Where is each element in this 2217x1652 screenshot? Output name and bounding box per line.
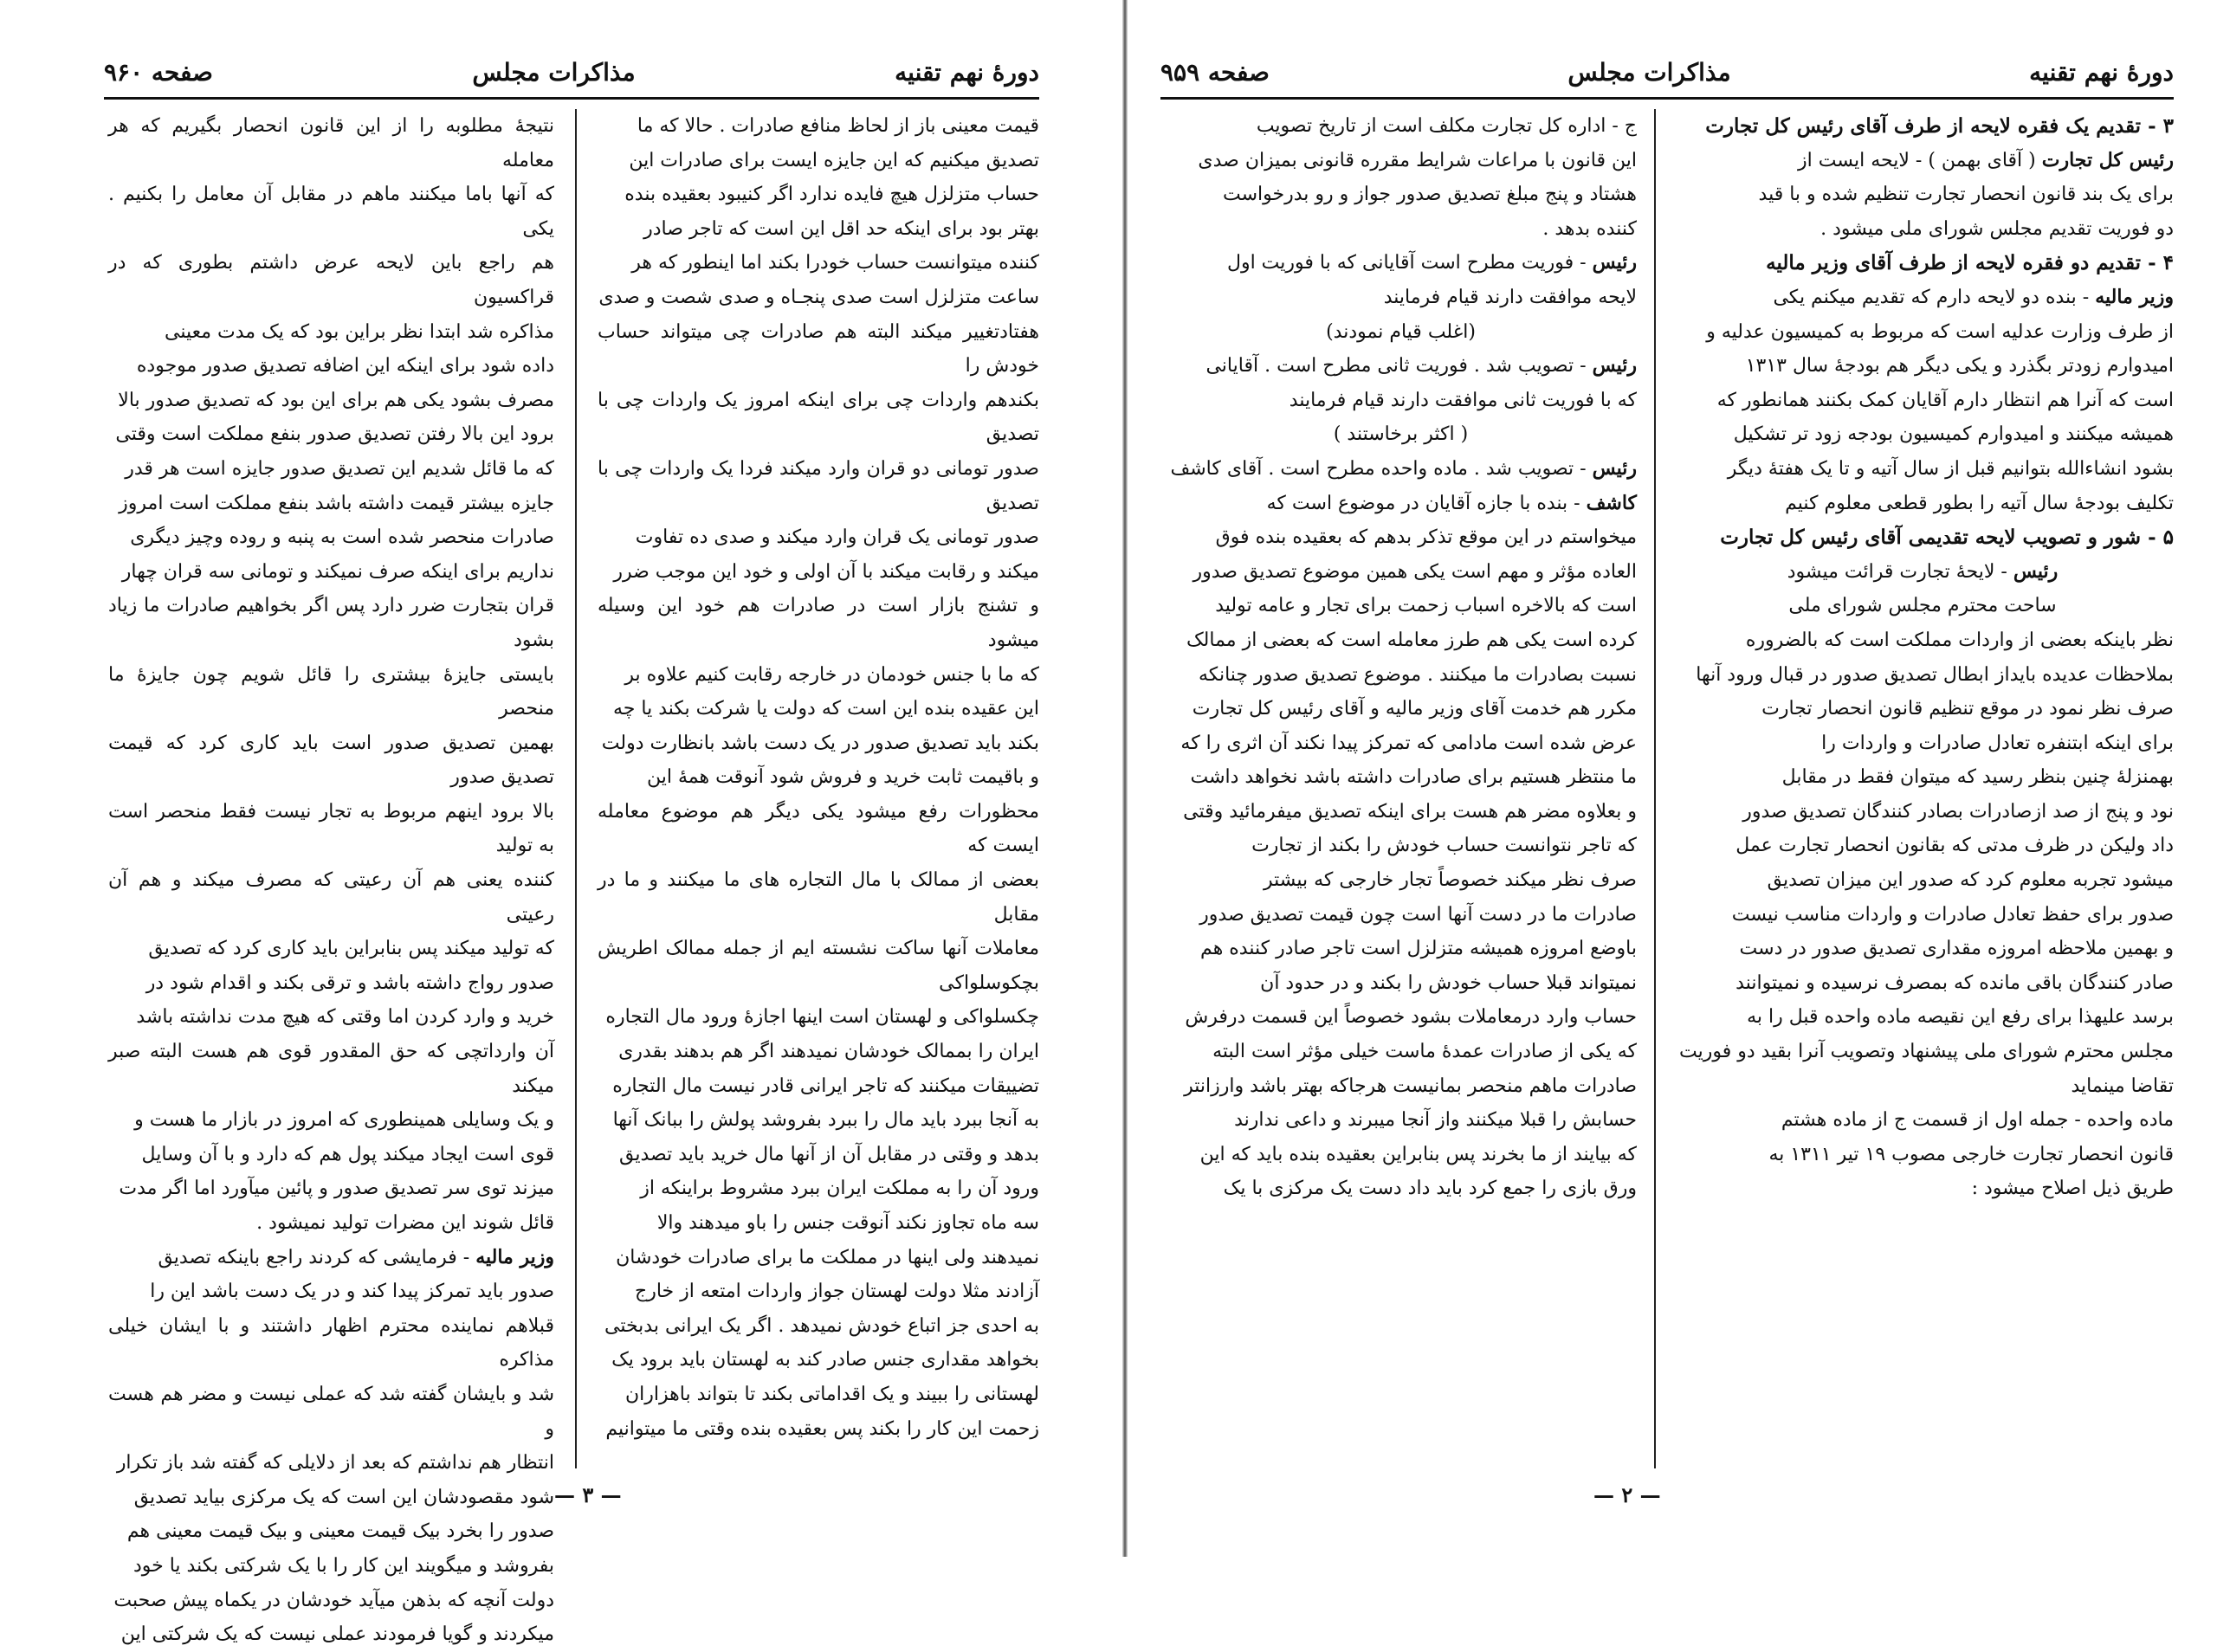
text-line: حساب متزلزل هیچ فایده ندارد اگر کنیبود بعقیده بنده (624, 184, 1039, 206)
text-line: به احدی جز اتباع خودش نمیدهد . اگر یک ایرانی بدبختی (604, 1314, 1039, 1337)
text-line: صادرات ما در دست آنها است چون قیمت تصدیق صدور (1199, 903, 1637, 926)
text-line: تصدیق میکنیم که این جایزه ایست برای صادرات این (629, 149, 1039, 171)
text-line: آزادند مثلا دولت لهستان جواز واردات امتعه از خارج (635, 1281, 1039, 1303)
text-line: عرض شده است مادامی که تمرکز پیدا نکند آن اثری را که (1180, 732, 1637, 754)
text-line: از طرف وزارت عدلیه است که مربوط به کمیسیون عدلیه و (1706, 320, 2174, 343)
text-line: بهتر بود برای اینکه حد اقل این است که تاجر صادر (643, 217, 1039, 240)
text-line: ( اکثر برخاستند ) (1333, 423, 1469, 446)
text-line: نتیجهٔ مطلوبه را از این قانون انحصار بگیریم که هر معامله (108, 115, 554, 171)
text-line: قران بتجارت ضرر دارد پس اگر بخواهیم صادرات ما زیاد بشود (108, 595, 554, 651)
text-line: تقاضا مینماید (2071, 1074, 2174, 1097)
text-line: خرید و وارد کردن اما وقتی که هیچ مدت نداشته باشد (136, 1006, 554, 1029)
text-line: که یکی از صادرات عمدهٔ ماست خیلی مؤثر است البته (1212, 1041, 1637, 1063)
text-line: مذاکره شد ابتدا نظر براین بود که یک مدت معینی (164, 320, 554, 343)
section-heading: ۳ - تقدیم یک فقره لایحه از طرف آقای رئیس کل تجارت (1705, 114, 2174, 138)
text-line: بملاحظات عدیده بایداز ابطال تصدیق صدور در قبال ورود آنها (1696, 663, 2174, 686)
left-page-right-column (598, 109, 1039, 1446)
text-line: نظر باینکه بعضی از واردات مملکت است که بالضروره (1745, 629, 2174, 651)
text-line: دو فوریت تقدیم مجلس شورای ملی میشود . (1820, 217, 2174, 240)
right-page-footer-number: — ۲ — (1593, 1482, 1661, 1507)
text-line: میکردند و گویا فرمودند عملی نیست که یک شرکتی این (120, 1623, 554, 1646)
text-line: برای یک بند قانون انحصار تجارت تنظیم شده و با قید (1758, 184, 2174, 206)
right-page-header (1160, 50, 2174, 94)
text-line: بدهد و وقتی در مقابل آن از آنها مال خرید باید تصدیق (619, 1143, 1039, 1165)
left-page-left-column (108, 109, 554, 1652)
speaker-name: وزیر مالیه (2095, 285, 2174, 308)
text-line: و باقیمت ثابت خرید و فروش شود آنوقت همهٔ این (647, 766, 1039, 789)
text-line: بخواهد مقداری جنس صادر کند به لهستان باید برود یک (611, 1349, 1039, 1371)
speaker-name: وزیر مالیه (475, 1245, 554, 1268)
text-line: وزیر مالیه - بنده دو لایحه دارم که تقدیم میکنم یکی (1773, 285, 2174, 308)
text-line: سه ماه تجاوز نکند آنوقت جنس را باو میدهند والا (656, 1212, 1039, 1234)
text-line: نمیتواند قبلا حساب خودش را بکند و در حدود آن (1260, 971, 1637, 994)
text-line: تضییقات میکنند که تاجر ایرانی قادر نیست مال التجاره (612, 1074, 1039, 1097)
text-line: (اغلب قیام نمودند) (1326, 320, 1476, 343)
text-line: ورود آن را به مملکت ایران ببرد مشروط براینکه از (640, 1178, 1039, 1200)
text-line: صدور را بخرد بیک قیمت معینی و بیک قیمت معینی هم (126, 1520, 554, 1543)
text-line: مجلس محترم شورای ملی پیشنهاد وتصویب آنرا بقید دو فوریت (1679, 1041, 2174, 1063)
text-line: قائل شوند این مضرات تولید نمیشود . (256, 1212, 554, 1234)
section-heading: ۴ - تقدیم دو فقره لایحه از طرف آقای وزیر مالیه (1766, 251, 2174, 275)
text-line: باوضع امروزه همیشه متزلزل است تاجر صادر کننده هم (1200, 938, 1637, 960)
text-line: رئیس کل تجارت ( آقای بهمن ) - لایحه ایست از (1798, 148, 2174, 171)
text-line: کننده بدهد . (1542, 217, 1637, 240)
text-line: صادرات ماهم منحصر بمانیست هرجاکه بهتر باشد وارزانتر (1184, 1074, 1637, 1097)
text-line: که آنها باما میکنند ماهم در مقابل آن معامل را بکنیم . یکی (108, 184, 554, 240)
text-line: امیدوارم زودتر بگذرد و یکی دیگر هم بودجهٔ سال ۱۳۱۳ (1745, 355, 2174, 378)
text-line: لایحه موافقت دارند قیام فرمایند (1383, 286, 1637, 308)
left-page-column-divider (575, 109, 577, 1468)
text-line: قانون انحصار تجارت خارجی مصوب ۱۹ تیر ۱۳۱۱ به (1768, 1143, 2174, 1165)
text-line: که تاجر نتوانست حساب خودش را بکند از تجارت (1251, 835, 1637, 857)
text-line: و یک وسایلی همینطوری که امروز در بازار ما هست و (134, 1109, 554, 1132)
text-line: که ما با جنس خودمان در خارجه رقابت کنیم علاوه بر (624, 663, 1039, 686)
text-line: نمیدهند ولی اینها در مملکت ما برای صادرات خودشان (616, 1246, 1039, 1268)
text-line: بشود انشاءالله بتوانیم قبل از سال آتیه و تا یک هفتهٔ دیگر (1727, 457, 2174, 480)
text-line: قبلاهم نماینده محترم اظهار داشتند و با ایشان خیلی مذاکره (108, 1314, 554, 1371)
text-line: شد و بایشان گفته شد که عملی نیست و مضر هم هست و (108, 1383, 554, 1440)
text-line: این عقیده بنده این است که دولت یا شرکت بکند یا چه (613, 698, 1039, 720)
speaker-name: رئیس (2013, 559, 2059, 583)
speaker-name: رئیس کل تجارت (2041, 148, 2174, 171)
text-line: ورق بازی را جمع کرد باید داد دست یک مرکزی با یک (1223, 1178, 1637, 1200)
text-line: این قانون با مراعات شرایط مقرره قانونی بمیزان صدی (1198, 149, 1637, 171)
right-page-column-divider (1654, 109, 1656, 1468)
text-line: طریق ذیل اصلاح میشود : (1971, 1178, 2174, 1200)
text-line: کننده میتوانست حساب خودرا بکند اما اینطور که هر (631, 252, 1039, 274)
text-line: صدور تومانی یک قران وارد میکند و صدی ده تفاوت (635, 526, 1039, 549)
text-line: لهستانی را ببیند و یک اقداماتی بکند تا بتواند باهزاران (625, 1383, 1039, 1405)
text-line: کاشف - بنده با جازه آقایان در موضوع است که (1266, 491, 1637, 514)
speaker-name: رئیس (1592, 456, 1637, 480)
text-line: شود مقصودشان این است که یک مرکزی بیاید تصدیق (133, 1486, 554, 1508)
right-header-title: مذاکرات مجلس (1567, 57, 1731, 87)
text-line: به آنجا ببرد باید مال را ببرد بفروشد پولش را ببانک آنها (612, 1109, 1039, 1132)
text-line: که ما قائل شدیم این تصدیق صدور جایزه است هر قدر (125, 457, 554, 480)
text-line: انتظار هم نداشتم که بعد از دلایلی که گفته شد باز تکرار (116, 1452, 554, 1475)
text-line: صرف نظر نمود در موقع تنظیم قانون انحصار تجارت (1761, 698, 2174, 720)
text-line: میشود تجربه معلوم کرد که صدور این میزان تصدیق (1767, 869, 2174, 892)
text-line: بالا برود اینهم مربوط به تجار نیست فقط منحصر است به تولید (108, 800, 554, 857)
text-line: قوی است ایجاد میکند پول هم که دارد و با آن وسایل (141, 1143, 554, 1165)
text-line: رئیس - لایحهٔ تجارت قرائت میشود (1787, 559, 2059, 583)
right-page-right-column (1671, 109, 2174, 1206)
text-line: رئیس - تصویب شد . فوریت ثانی مطرح است . آقایانی (1205, 354, 1637, 378)
text-line: بهمین تصدیق صدور است باید کاری کرد که قیمت تصدیق صدور (108, 732, 554, 789)
text-line: رئیس - فوریت مطرح است آقایانی که با فوریت اول (1226, 251, 1637, 274)
text-line: تکلیف بودجهٔ سال آتیه را بطور قطعی معلوم کنیم (1785, 492, 2174, 514)
text-line: است که آنرا هم انتظار دارم آقایان کمک بکنند همانطور که (1716, 389, 2174, 411)
text-line: وزیر مالیه - فرمایشی که کردند راجع باینکه تصدیق (158, 1245, 554, 1268)
text-line: معاملات آنها ساکت نشسته ایم از جمله ممالک اطریش بچکوسلواکی (598, 938, 1039, 994)
text-line: حسابش را قبلا میکنند واز آنجا میبرند و داعی ندارند (1234, 1109, 1637, 1132)
text-line: برای اینکه ابتنفره تعادل صادرات و واردات را (1821, 732, 2174, 754)
left-page-footer-number: — ۳ — (554, 1482, 622, 1507)
text-line: ایران را بممالک خودشان نمیدهند اگر هم بدهند بقدری (618, 1041, 1039, 1063)
left-header-page-number: صفحه ۹۶۰ (104, 57, 213, 87)
text-line: بکندهم واردات چی برای اینکه امروز یک واردات چی با تصدیق (598, 389, 1039, 446)
text-line: مصرف بشود یکی هم برای این بود که تصدیق صدور بالا (118, 389, 554, 411)
text-line: ماده واحده - جمله اول از قسمت ج از ماده هشتم (1781, 1109, 2174, 1132)
text-line: که بیایند از ما بخرند پس بنابراین بعقیده بنده باید که این (1199, 1143, 1637, 1165)
left-page-header (104, 50, 1039, 94)
text-line: زحمت این کار را بکند پس بعقیده بنده وقتی ما میتوانیم (605, 1417, 1039, 1440)
text-line: صادر کنندگان باقی مانده که بمصرف نرسیده و نمیتوانند (1735, 971, 2174, 994)
text-line: صادرات منحصر شده است به پنبه و روده وچیز دیگری (130, 526, 554, 549)
text-line: کننده یعنی هم آن رعیتی که مصرف میکند و هم آن رعیتی (108, 869, 554, 926)
right-page (1126, 0, 2217, 1557)
text-line: که تولید میکند پس بنابراین باید کاری کرد که تصدیق (148, 938, 554, 960)
text-line: میخواستم در این موقع تذکر بدهم که بعقیده بنده فوق (1215, 526, 1637, 549)
text-line: صرف نظر میکند خصوصاً تجار خارجی که بیشتر (1263, 869, 1637, 892)
text-line: میکند و رقابت میکند با آن اولی و خود این موجب ضرر (613, 560, 1039, 583)
text-line: که با فوریت ثانی موافقت دارند قیام فرمایند (1289, 389, 1637, 411)
text-line: بفروشد و میگویند این کار را با یک شرکتی بکند یا خود (133, 1554, 554, 1577)
text-line: ساحت محترم مجلس شورای ملی (1788, 595, 2057, 617)
text-line: جایزه بیشتر قیمت داشته باشد بنفع مملکت است امروز (119, 492, 554, 514)
text-line: و تشنج بازار است در صادرات هم خود این وسیله میشود (598, 595, 1040, 651)
section-heading: ۵ - شور و تصویب لایحه تقدیمی آقای رئیس کل تجارت (1720, 526, 2174, 550)
text-line: بایستی جایزهٔ بیشتری را قائل شویم چون جایزهٔ ما منحصر (108, 663, 554, 720)
speaker-name: کاشف (1586, 491, 1637, 514)
text-line: نود و پنج از صد ازصادرات بصادر کنندگان تصدیق صدور (1742, 800, 2174, 823)
text-line: مکرر هم خدمت آقای وزیر مالیه و آقای رئیس کل تجارت (1192, 698, 1637, 720)
text-line: هفتادتغییر میکند البته هم صادرات چی میتواند حساب خودش را (598, 320, 1039, 378)
text-line: چکسلواکی و لهستان است اینها اجازهٔ ورود مال التجاره (605, 1006, 1039, 1029)
text-line: ساعت متزلزل است صدی پنجـاه و صدی شصت و صدی (598, 286, 1039, 308)
text-line: محظورات رفع میشود یکی دیگر هم موضوع معامله ایست که (598, 800, 1039, 857)
text-line: نسبت بصادرات ما میکنند . موضوع تصدیق صدور چنانکه (1199, 663, 1637, 686)
text-line: ما منتظر هستیم برای صادرات داشته باشد نخواهد داشت (1190, 766, 1637, 789)
text-line: همیشه میکنند و امیدوارم کمیسیون بودجه زود تر تشکیل (1733, 423, 2174, 446)
text-line: قیمت معینی باز از لحاظ منافع صادرات . حالا که ما (637, 115, 1039, 137)
text-line: صدور رواج داشته باشد و ترقی بکند و اقدام شود در (145, 971, 554, 994)
text-line: صدور باید تمرکز پیدا کند و در یک دست باشد این را (150, 1281, 554, 1303)
text-line: کرده است یکی هم طرز معامله است که بعضی از ممالک (1186, 629, 1637, 651)
text-line: داد ولیکن در ظرف مدتی که بقانون انحصار تجارت عمل (1735, 835, 2174, 857)
text-line: بهمنزلهٔ چنین بنظر رسید که میتوان فقط در مقابل (1781, 766, 2174, 789)
text-line: داده شود برای اینکه این اضافه تصدیق صدور موجوده (136, 355, 554, 378)
left-header-title: مذاکرات مجلس (472, 57, 636, 87)
text-line: بکند باید تصدیق صدور در یک دست باشد بانظارت دولت (601, 732, 1039, 754)
text-line: و بعلاوه مضر هم هست برای اینکه تصدیق میفرمائید وقتی (1183, 800, 1637, 823)
text-line: هشتاد و پنج مبلغ تصدیق صدور جواز و رو بدرخواست (1223, 184, 1637, 206)
text-line: برود این بالا رفتن تصدیق صدور بنفع مملکت است وقتی (115, 423, 554, 446)
text-line: صدور برای حفظ تعادل صادرات و واردات مناسب نیست (1731, 903, 2174, 926)
text-line: میزند توی سر تصدیق صدور و پائین میآورد اما اگر مدت (119, 1178, 554, 1200)
text-line: صدور تومانی دو قران وارد میکند فردا یک واردات چی با تصدیق (598, 457, 1039, 514)
text-line: برسد علیهذا برای رفع این نقیصه ماده واحده قبل را به (1747, 1006, 2174, 1029)
speaker-name: رئیس (1592, 354, 1637, 378)
text-line: رئیس - تصویب شد . ماده واحده مطرح است . آقای کاشف (1170, 456, 1637, 480)
right-header-page-number: صفحه ۹۵۹ (1160, 57, 1270, 87)
right-header-session: دورهٔ نهم تقنیه (2029, 57, 2174, 87)
text-line: حساب وارد درمعاملات بشود خصوصاً این قسمت درفرش (1185, 1006, 1637, 1029)
text-line: دولت آنچه که بذهن میآید خودشان در یکماه پیش صحبت (113, 1589, 554, 1611)
text-line: ج - اداره کل تجارت مکلف است از تاریخ تصویب (1256, 115, 1637, 137)
text-line: بعضی از ممالک با مال التجاره های ما میکنند و ما در مقابل (598, 869, 1039, 926)
right-header-rule (1160, 97, 2174, 100)
left-header-session: دورهٔ نهم تقنیه (895, 57, 1039, 87)
text-line: و بهمین ملاحظه امروزه مقداری تصدیق صدور در دست (1739, 938, 2174, 960)
right-page-left-column (1165, 109, 1637, 1206)
text-line: نداریم برای اینکه صرف نمیکند و تومانی سه قران چهار (121, 560, 554, 583)
left-header-rule (104, 97, 1039, 100)
text-line: است که بالاخره اسباب زحمت برای تجار و عامه تولید (1215, 595, 1637, 617)
text-line: العاده مؤثر و مهم است یکی همین موضوع تصدیق صدور (1193, 560, 1637, 583)
speaker-name: رئیس (1592, 251, 1637, 274)
text-line: آن وارداتچی که حق المقدور قوی هم هست البته صبر میکند (108, 1041, 554, 1097)
text-line: هم راجع باین لایحه عرض داشتم بطوری که در قراکسیون (108, 252, 554, 308)
